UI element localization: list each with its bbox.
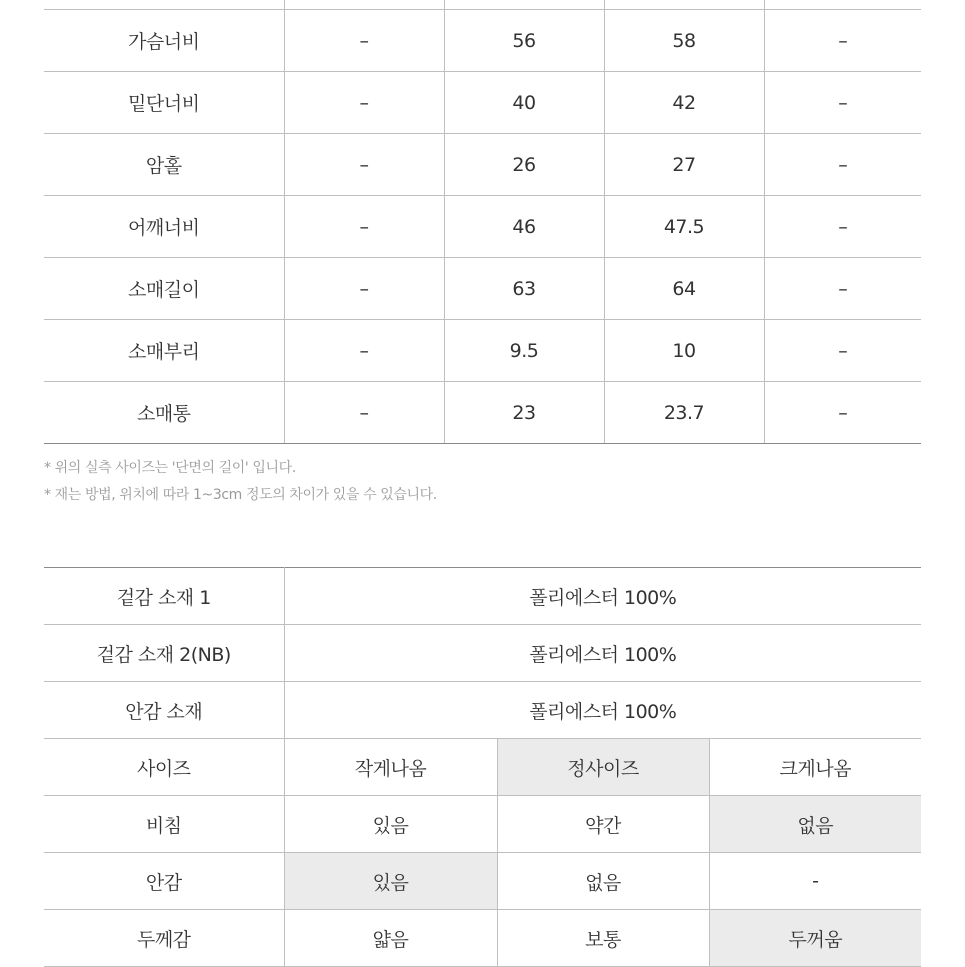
material-table — [44, 567, 921, 967]
material-row — [44, 682, 921, 739]
size-row-label: 암홀 — [44, 134, 284, 196]
material-value: 폴리에스터 100% — [284, 682, 921, 739]
size-table — [44, 0, 921, 444]
size-cell: 58 — [604, 10, 764, 72]
size-row — [44, 0, 921, 10]
material-row — [44, 568, 921, 625]
attribute-option: 있음 — [284, 796, 497, 853]
attribute-row — [44, 910, 921, 967]
attribute-row — [44, 739, 921, 796]
attribute-option: 얇음 — [284, 910, 497, 967]
size-row — [44, 320, 921, 382]
attribute-label: 사이즈 — [44, 739, 284, 796]
size-cell: 63 — [444, 258, 604, 320]
size-row-label: 밑단너비 — [44, 72, 284, 134]
size-cell: – — [284, 382, 444, 444]
size-cell: – — [284, 320, 444, 382]
size-cell: 26 — [444, 134, 604, 196]
size-row — [44, 196, 921, 258]
attribute-label: 비침 — [44, 796, 284, 853]
size-row — [44, 382, 921, 444]
size-row-label: 소매통 — [44, 382, 284, 444]
size-cell: – — [284, 72, 444, 134]
size-row-label: 소매길이 — [44, 258, 284, 320]
material-value: 폴리에스터 100% — [284, 625, 921, 682]
attribute-option: 크게나옴 — [709, 739, 921, 796]
attribute-option: - — [709, 853, 921, 910]
size-cell: – — [764, 258, 921, 320]
size-notes — [44, 455, 437, 509]
size-row — [44, 258, 921, 320]
size-cell: – — [284, 258, 444, 320]
material-label: 겉감 소재 1 — [44, 568, 284, 625]
size-cell — [764, 0, 921, 10]
attribute-option: 없음 — [709, 796, 921, 853]
size-cell: – — [764, 320, 921, 382]
size-row — [44, 134, 921, 196]
size-row-label: 소매부리 — [44, 320, 284, 382]
size-row — [44, 72, 921, 134]
size-row — [44, 10, 921, 72]
size-cell: 27 — [604, 134, 764, 196]
size-cell: – — [764, 10, 921, 72]
size-cell: 23 — [444, 382, 604, 444]
attribute-option: 약간 — [497, 796, 709, 853]
attribute-label: 두께감 — [44, 910, 284, 967]
size-cell: 10 — [604, 320, 764, 382]
size-cell: – — [764, 134, 921, 196]
size-cell: – — [764, 196, 921, 258]
attribute-option: 정사이즈 — [497, 739, 709, 796]
size-cell — [604, 0, 764, 10]
size-cell: 47.5 — [604, 196, 764, 258]
attribute-label: 안감 — [44, 853, 284, 910]
size-cell: 64 — [604, 258, 764, 320]
material-row — [44, 625, 921, 682]
material-value: 폴리에스터 100% — [284, 568, 921, 625]
size-row-label: 어깨너비 — [44, 196, 284, 258]
attribute-option: 없음 — [497, 853, 709, 910]
attribute-row — [44, 796, 921, 853]
size-cell: – — [284, 134, 444, 196]
size-cell: 9.5 — [444, 320, 604, 382]
note-tolerance: * 재는 방법, 위치에 따라 1~3cm 정도의 차이가 있을 수 있습니다. — [44, 487, 437, 503]
size-cell — [444, 0, 604, 10]
size-row-label — [44, 0, 284, 10]
note-measurement: * 위의 실측 사이즈는 '단면의 길이' 입니다. — [44, 460, 296, 476]
size-cell: – — [764, 72, 921, 134]
attribute-option: 있음 — [284, 853, 497, 910]
size-cell: 40 — [444, 72, 604, 134]
size-cell: 23.7 — [604, 382, 764, 444]
size-cell: 46 — [444, 196, 604, 258]
size-cell: – — [284, 196, 444, 258]
size-cell: – — [284, 10, 444, 72]
material-label: 겉감 소재 2(NB) — [44, 625, 284, 682]
size-cell: 56 — [444, 10, 604, 72]
size-row-label: 가슴너비 — [44, 10, 284, 72]
attribute-option: 두꺼움 — [709, 910, 921, 967]
attribute-option: 작게나옴 — [284, 739, 497, 796]
size-cell: 42 — [604, 72, 764, 134]
material-label: 안감 소재 — [44, 682, 284, 739]
size-cell: – — [764, 382, 921, 444]
attribute-row — [44, 853, 921, 910]
size-cell — [284, 0, 444, 10]
attribute-option: 보통 — [497, 910, 709, 967]
